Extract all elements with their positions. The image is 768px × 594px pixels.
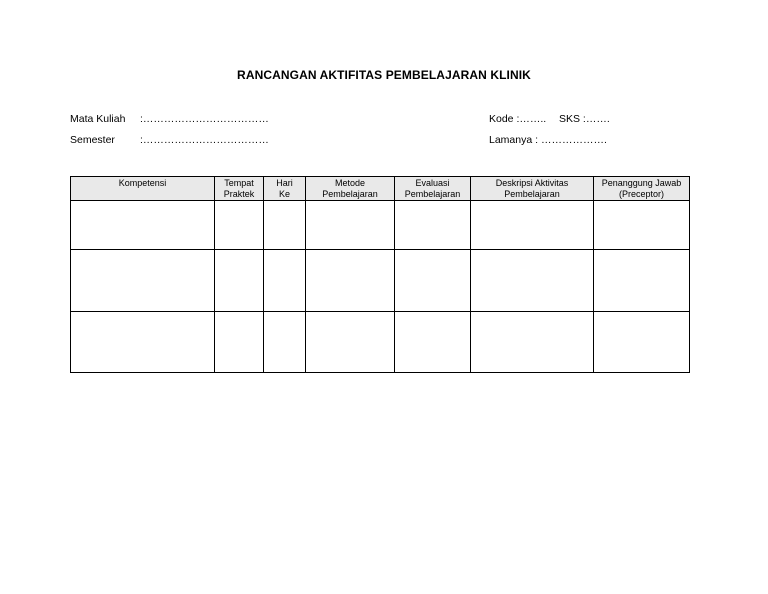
- semester-field: [70, 134, 269, 146]
- table-cell: [594, 312, 690, 373]
- mata-kuliah-field: [70, 113, 269, 125]
- table-cell: [264, 312, 306, 373]
- lamanya-field: [489, 134, 607, 146]
- header-penanggung-jawab: Penanggung Jawab (Preceptor): [594, 177, 690, 201]
- table-cell: [306, 312, 395, 373]
- kode-field: [489, 113, 546, 125]
- sks-label: SKS :…….: [559, 113, 610, 125]
- header-kompetensi: Kompetensi: [71, 177, 215, 201]
- table-cell: [471, 201, 594, 250]
- table-cell: [395, 201, 471, 250]
- document-title: RANCANGAN AKTIFITAS PEMBELAJARAN KLINIK: [237, 68, 531, 82]
- table-cell: [306, 201, 395, 250]
- sks-field: [559, 113, 610, 125]
- table-cell: [594, 250, 690, 312]
- lamanya-label: Lamanya : ……………….: [489, 134, 607, 146]
- table-cell: [395, 250, 471, 312]
- table-cell: [71, 250, 215, 312]
- header-evaluasi-pembelajaran: Evaluasi Pembelajaran: [395, 177, 471, 201]
- activity-plan-table: [70, 176, 690, 373]
- table-cell: [306, 250, 395, 312]
- table-cell: [471, 312, 594, 373]
- table-cell: [264, 201, 306, 250]
- header-deskripsi-aktivitas: Deskripsi Aktivitas Pembelajaran: [471, 177, 594, 201]
- table-row: [71, 201, 690, 250]
- table-row: [71, 250, 690, 312]
- table-cell: [215, 250, 264, 312]
- table-header-row: [71, 177, 690, 201]
- table-cell: [395, 312, 471, 373]
- table-cell: [594, 201, 690, 250]
- header-hari-ke: Hari Ke: [264, 177, 306, 201]
- table-cell: [471, 250, 594, 312]
- kode-label: Kode :……..: [489, 113, 547, 125]
- table-cell: [71, 312, 215, 373]
- mata-kuliah-label: Mata Kuliah: [70, 113, 126, 125]
- table-cell: [71, 201, 215, 250]
- table-row: [71, 312, 690, 373]
- header-metode-pembelajaran: Metode Pembelajaran: [306, 177, 395, 201]
- table-cell: [264, 250, 306, 312]
- header-tempat-praktek: Tempat Praktek: [215, 177, 264, 201]
- semester-value: :………………………………: [140, 134, 269, 146]
- table-cell: [215, 201, 264, 250]
- table-cell: [215, 312, 264, 373]
- mata-kuliah-value: :………………………………: [140, 113, 269, 125]
- semester-label: Semester: [70, 134, 115, 146]
